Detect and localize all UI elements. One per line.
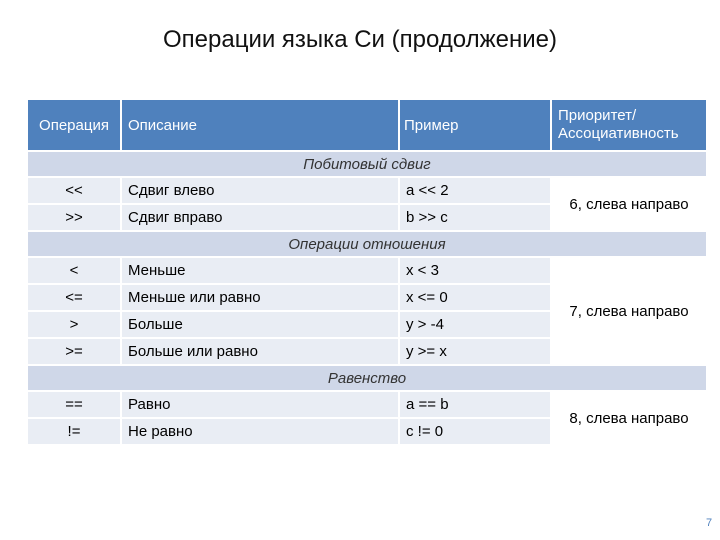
operation-cell: !=: [27, 418, 121, 445]
table-header-row: [27, 99, 707, 151]
operation-cell: ==: [27, 391, 121, 418]
description-cell: Не равно: [121, 418, 399, 445]
operation-cell: >=: [27, 338, 121, 365]
description-cell: Сдвиг вправо: [121, 204, 399, 231]
priority-cell: 6, слева направо: [551, 177, 707, 231]
header-example: Пример: [399, 99, 551, 151]
example-cell: a << 2: [399, 177, 551, 204]
description-cell: Меньше: [121, 257, 399, 284]
header-priority: Приоритет/ Ассоциативность: [551, 99, 707, 151]
slide-title: Операции языка Си (продолжение): [162, 26, 558, 53]
operation-cell: >>: [27, 204, 121, 231]
example-cell: y >= x: [399, 338, 551, 365]
section-row-bitwise-shift: [27, 151, 707, 177]
section-title: Равенство: [27, 365, 707, 391]
example-cell: b >> c: [399, 204, 551, 231]
section-row-relational: [27, 231, 707, 257]
example-cell: x < 3: [399, 257, 551, 284]
page-number: 7: [706, 517, 713, 529]
description-cell: Меньше или равно: [121, 284, 399, 311]
description-cell: Больше: [121, 311, 399, 338]
description-cell: Равно: [121, 391, 399, 418]
example-cell: y > -4: [399, 311, 551, 338]
operation-cell: <=: [27, 284, 121, 311]
operation-cell: <<: [27, 177, 121, 204]
operation-cell: >: [27, 311, 121, 338]
section-title: Побитовый сдвиг: [27, 151, 707, 177]
priority-cell: 8, слева направо: [551, 391, 707, 445]
operation-cell: <: [27, 257, 121, 284]
table-row: [27, 391, 707, 418]
description-cell: Больше или равно: [121, 338, 399, 365]
example-cell: c != 0: [399, 418, 551, 445]
description-cell: Сдвиг влево: [121, 177, 399, 204]
example-cell: x <= 0: [399, 284, 551, 311]
header-description: Описание: [121, 99, 399, 151]
example-cell: a == b: [399, 391, 551, 418]
section-row-equality: [27, 365, 707, 391]
operations-table: [26, 98, 708, 446]
table-row: [27, 257, 707, 284]
section-title: Операции отношения: [27, 231, 707, 257]
header-operation: Операция: [27, 99, 121, 151]
priority-cell: 7, слева направо: [551, 257, 707, 365]
table-row: [27, 177, 707, 204]
